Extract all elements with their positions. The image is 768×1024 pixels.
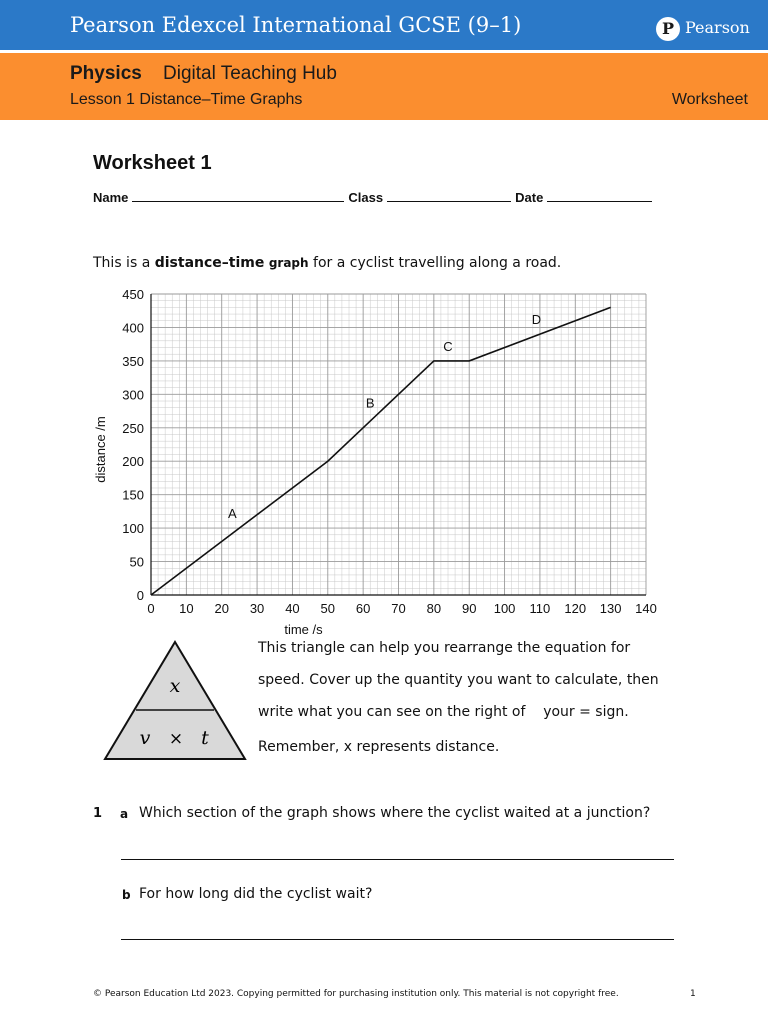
chart-major-grid (151, 294, 646, 595)
x-tick-label: 30 (249, 601, 265, 616)
pearson-brand: Pearson (685, 18, 750, 37)
intro-bold-graph: graph (268, 256, 309, 270)
class-label: Class (348, 190, 384, 205)
class-field[interactable] (387, 189, 511, 202)
triangle-text-2: speed. Cover up the quantity you want to calculate, then (258, 672, 659, 688)
series-line-cyclist (151, 307, 611, 595)
y-tick-label: 200 (122, 454, 144, 470)
answer-line-a[interactable] (121, 859, 674, 860)
qualification-title: Pearson Edexcel International GCSE (9–1) (70, 13, 522, 37)
x-tick-label: 0 (147, 601, 155, 616)
name-label: Name (93, 190, 129, 205)
y-tick-label: 100 (122, 521, 144, 537)
copyright-footer: © Pearson Education Ltd 2023. Copying permitted for purchasing institution only. This material is not copyright free. (93, 989, 619, 999)
chart-x-tick-labels (147, 601, 656, 616)
subject-banner (0, 53, 768, 120)
x-tick-label: 110 (529, 601, 551, 616)
chart-y-axis-label: distance /m (93, 416, 108, 483)
date-label: Date (515, 190, 544, 205)
question-number: 1 (93, 806, 103, 821)
answer-line-b[interactable] (121, 939, 674, 940)
section-label-c: C (443, 338, 453, 354)
triangle-text-1: This triangle can help you rearrange the equation for (258, 640, 631, 656)
top-banner (0, 0, 768, 50)
chart-y-tick-labels (122, 287, 144, 603)
question-a-text: Which section of the graph shows where the cyclist waited at a junction? (139, 805, 651, 821)
student-details-line (93, 189, 656, 205)
section-label-b: B (365, 395, 375, 411)
speed-triangle (102, 640, 248, 764)
date-field[interactable] (547, 189, 652, 202)
doc-type: Worksheet (671, 91, 748, 108)
y-tick-label: 350 (122, 353, 144, 369)
worksheet-title: Worksheet 1 (93, 152, 212, 174)
x-tick-label: 40 (285, 601, 300, 616)
question-b-label: b (122, 888, 131, 902)
x-tick-label: 140 (635, 601, 657, 616)
triangle-text-4: Remember, x represents distance. (258, 739, 500, 755)
x-tick-label: 120 (564, 601, 587, 616)
section-label-d: D (531, 312, 542, 328)
x-tick-label: 70 (391, 601, 406, 616)
y-tick-label: 250 (122, 420, 144, 436)
pearson-logo-icon: P (656, 17, 680, 41)
section-label-a: A (227, 506, 237, 522)
chart-x-axis-label: time /s (284, 622, 323, 637)
x-tick-label: 60 (355, 601, 371, 616)
y-tick-label: 0 (136, 588, 144, 603)
x-tick-label: 80 (426, 601, 442, 616)
triangle-text-3: write what you can see on the right of your = sign. (258, 704, 629, 720)
triangle-speed: v (139, 727, 151, 749)
question-b-text: For how long did the cyclist wait? (139, 886, 373, 902)
distance-time-chart (88, 282, 668, 637)
chart-series (151, 307, 611, 595)
intro-text (93, 255, 561, 271)
x-tick-label: 50 (320, 601, 336, 616)
triangle-times: × (168, 729, 184, 749)
triangle-distance: x (169, 675, 181, 697)
y-tick-label: 300 (122, 387, 144, 403)
x-tick-label: 10 (179, 601, 194, 616)
intro-prefix: This is a (93, 255, 155, 271)
intro-suffix: for a cyclist travelling along a road. (308, 255, 562, 271)
page-number: 1 (690, 989, 696, 999)
y-tick-label: 400 (122, 320, 144, 336)
subject-name: Physics (70, 63, 142, 84)
x-tick-label: 130 (599, 601, 622, 616)
y-tick-label: 50 (129, 554, 144, 570)
lesson-title: Lesson 1 Distance–Time Graphs (70, 91, 303, 108)
y-tick-label: 150 (122, 487, 144, 503)
x-tick-label: 20 (214, 601, 229, 616)
triangle-time: t (201, 727, 209, 749)
x-tick-label: 100 (493, 601, 516, 616)
intro-bold-distance-time: distance–time (154, 255, 265, 271)
x-tick-label: 90 (461, 601, 477, 616)
question-a-label: a (120, 807, 129, 821)
hub-name: Digital Teaching Hub (163, 63, 337, 84)
name-field[interactable] (132, 189, 344, 202)
y-tick-label: 450 (122, 287, 144, 302)
